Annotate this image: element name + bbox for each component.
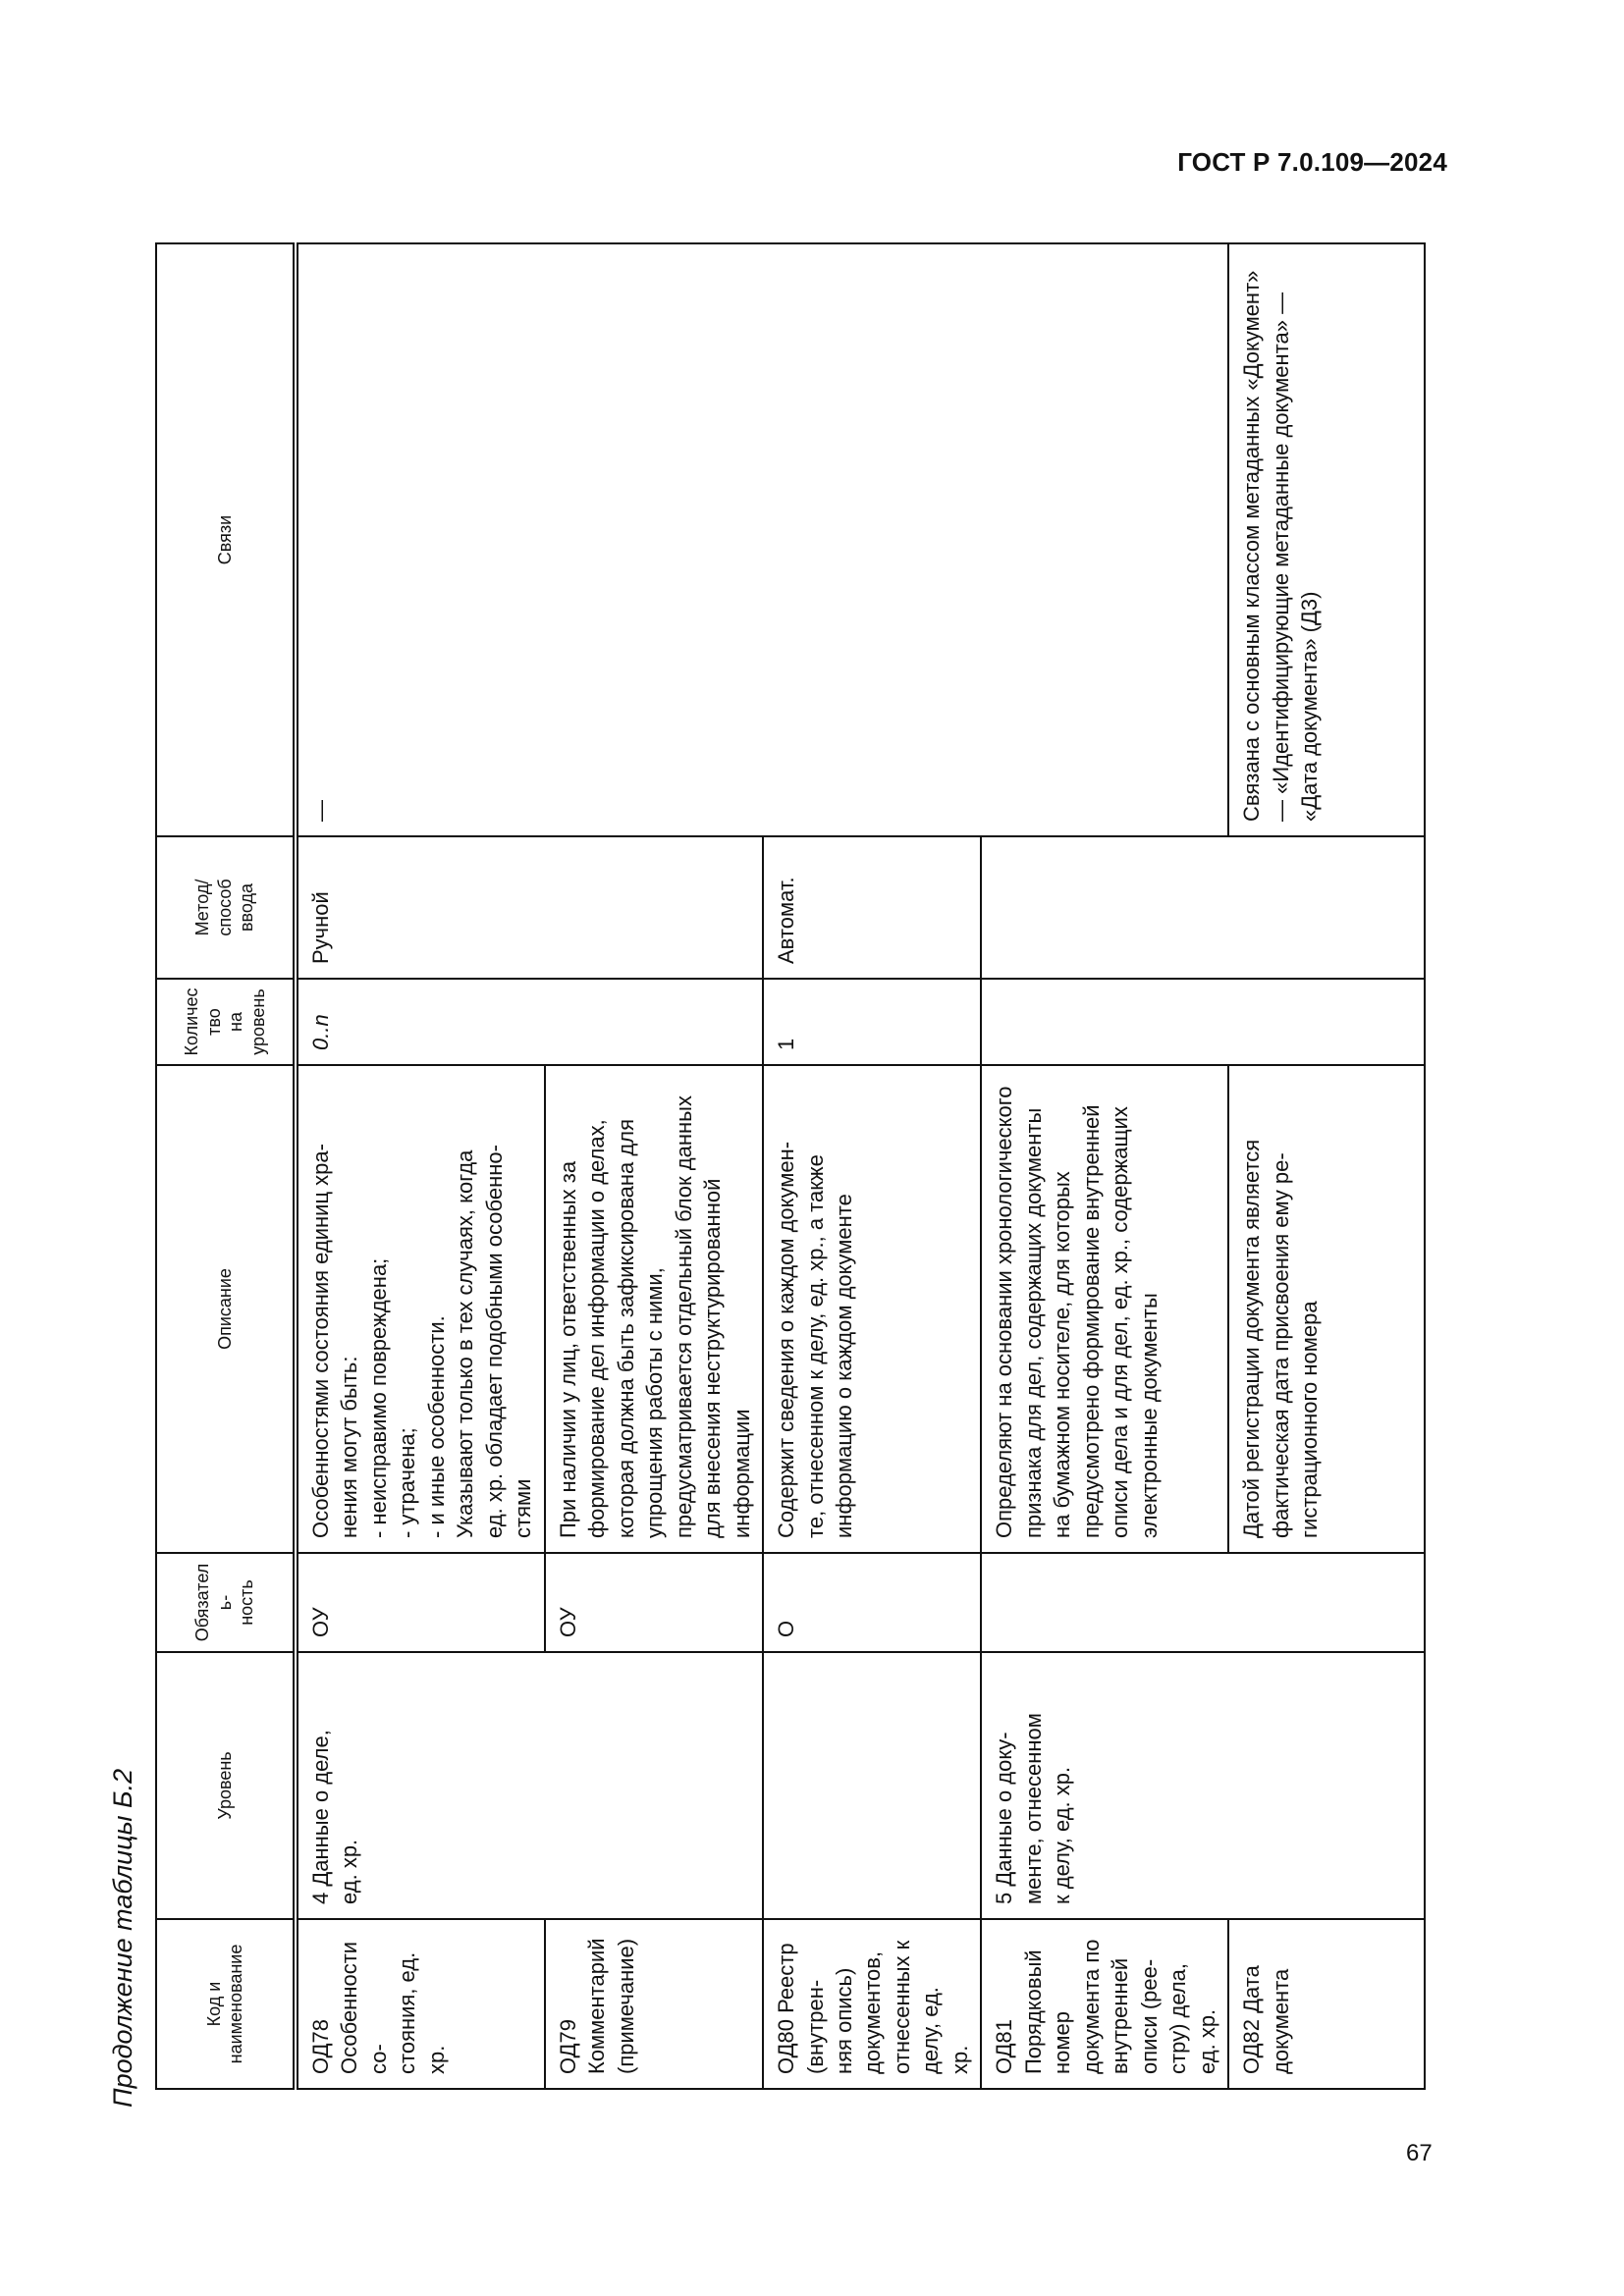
cell-description: Определяют на основании хронологического признака для дел, содержащих документы на бумажном носителе, для которых предусмотрено формирование внутренней описи дела и для дел, ед. хр., содержащих электронные документы	[981, 1065, 1228, 1553]
cell-mandatory: ОУ	[296, 1553, 545, 1652]
cell-level	[763, 1652, 981, 1919]
standard-designation: ГОСТ Р 7.0.109—2024	[1177, 147, 1447, 177]
cell-count: 0..n	[296, 979, 763, 1065]
cell-level: 5 Данные о доку- менте, отнесенном к делу, ед. хр.	[981, 1652, 1425, 1919]
cell-count	[981, 979, 1425, 1065]
cell-code: ОД82 Дата документа	[1228, 1919, 1425, 2089]
cell-count: 1	[763, 979, 981, 1065]
column-header-level: Уровень	[156, 1652, 296, 1919]
cell-mandatory: О	[763, 1553, 981, 1652]
cell-description: Датой регистрации документа является фактическая дата присвоения ему ре- гистрационного номера	[1228, 1065, 1425, 1553]
cell-method: Ручной	[296, 836, 763, 979]
cell-links: Связана с основным классом метаданных «Документ» — «Идентифицирующие метаданные документа» — «Дата документа» (Д3)	[1228, 243, 1425, 836]
description-line: Особенностями состояния единиц хра- нения могут быть:	[308, 1144, 362, 1538]
cell-description	[296, 1065, 545, 1553]
cell-method: Автомат.	[763, 836, 981, 979]
cell-mandatory: ОУ	[545, 1553, 763, 1652]
column-header-code: Код и наименование	[156, 1919, 296, 2089]
metadata-table	[155, 242, 1426, 2090]
table-caption: Продолжение таблицы Б.2	[108, 1768, 137, 2108]
cell-code: ОД81 Порядковый номер документа по внутренней описи (рее- стру) дела, ед. хр.	[981, 1919, 1228, 2089]
column-header-count: Количество на уровень	[156, 979, 296, 1065]
cell-code: ОД79 Комментарий (примечание)	[545, 1919, 763, 2089]
column-header-description: Описание	[156, 1065, 296, 1553]
cell-description: Содержит сведения о каждом докумен- те, отнесенном к делу, ед. хр., а также информацию о каждом документе	[763, 1065, 981, 1553]
description-line: Указывают только в тех случаях, когда ед. хр. обладает подобными особенно- стями	[453, 1145, 536, 1538]
cell-level: 4 Данные о деле, ед. хр.	[296, 1652, 763, 1919]
description-line: - и иные особенности.	[423, 1315, 449, 1538]
description-line: - утрачена;	[395, 1427, 420, 1538]
table-header-row	[156, 243, 296, 2089]
dash-mark: —	[308, 800, 333, 822]
description-line: - неисправимо повреждена;	[365, 1257, 391, 1538]
cell-description: При наличии у лиц, ответственных за формирование дел информации о делах, которая должна быть зафиксирована для упрощения работы с ними, предусматривается отдельный блок данных для внесения неструктурированной информации	[545, 1065, 763, 1553]
cell-code: ОД80 Реестр (внутрен- няя опись) документов, отнесенных к делу, ед. хр.	[763, 1919, 981, 2089]
cell-code: ОД78 Особенности со- стояния, ед. хр.	[296, 1919, 545, 2089]
cell-method	[981, 836, 1425, 979]
column-header-links: Связи	[156, 243, 296, 836]
page-number: 67	[1406, 2140, 1433, 2166]
cell-links	[296, 243, 1228, 836]
rotated-table-block	[108, 198, 1322, 2108]
column-header-mandatory: Обязатель- ность	[156, 1553, 296, 1652]
cell-mandatory	[981, 1553, 1425, 1652]
table-row	[296, 243, 545, 2089]
column-header-method: Метод/ способ ввода	[156, 836, 296, 979]
